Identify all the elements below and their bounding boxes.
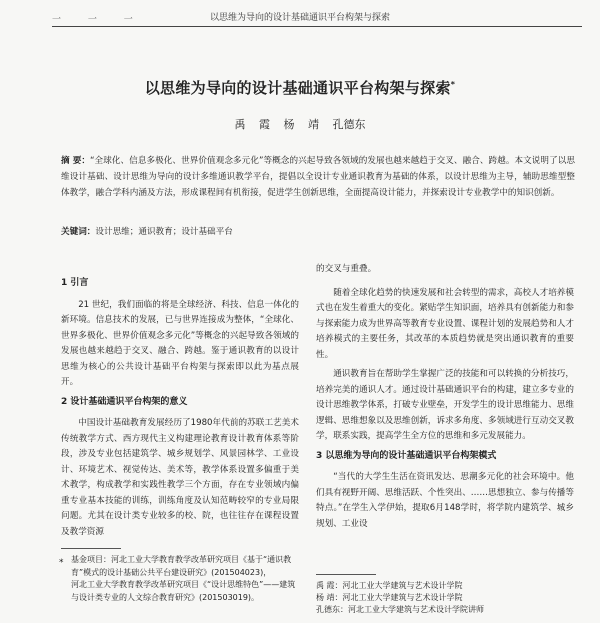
affiliation-line-3: 孔德东：河北工业大学建筑与艺术设计学院讲师	[316, 605, 484, 614]
funding-footnote	[61, 554, 299, 604]
section-1-paragraph: 21 世纪，我们面临的将是全球经济、科技、信息一体化的新环境。信息技术的发展，已与世界连接成为整体，“全球化、世界多极化、世界价值观念多元化”等概念的兴起导致各领域的发展也越来越趋于交叉、融合、跨越。鉴于通识教育的以设计思维为核心的公共设计基础平台构架与探索即以此为基点展开。	[61, 299, 299, 387]
affiliation-line-1: 禹 霞：河北工业大学建筑与艺术设计学院	[316, 581, 463, 590]
footnote-rule	[61, 548, 121, 549]
section-2-paragraph-2: 随着全球化趋势的快速发展和社会转型的需求，高校人才培养模式也在发生着重大的变化。紧贴学生知识面，培养具有创新能力和参与探索能力成为世界高等教育专业设置、课程计划的发展趋势和人才培养模式的主要任务，其改革的本质趋势就是突出通识教育的重要性。	[316, 287, 574, 360]
section-heading-3: 3 以思维为导向的设计基础通识平台构架模式	[316, 450, 497, 461]
affiliation-line-2: 杨 靖：河北工业大学建筑与艺术设计学院	[316, 593, 463, 602]
keywords-label: 关键词：	[61, 227, 96, 237]
continued-text: 的交叉与重叠。	[316, 264, 377, 274]
section-3-paragraph: “当代的大学生生活在资讯发达、思潮多元化的社会环境中。他们具有视野开阔、思维活跃、个性突出、……思想独立、参与传播等特点。”在学生入学伊始，提取6月148学时，将学院内建筑学、城乡规划、工业设	[316, 472, 574, 529]
header-rule	[52, 26, 582, 27]
affiliation-rule	[316, 574, 376, 575]
keywords-text: 设计思维；通识教育；设计基础平台	[95, 227, 233, 237]
author-affiliations	[316, 580, 574, 616]
section-2-paragraph-3: 通识教育旨在帮助学生掌握广泛的技能和可以转换的分析技巧，培养完美的通识人才。通过设计基础通识平台的构建，建立多专业的设计思维教学体系，打破专业壁垒，开发学生的设计思维能力、思维逻辑、思维想象以及思维创新，诉求多角度、多领域进行互动交叉教学，联系实践，提高学生全方位的思维和多元发展能力。	[316, 369, 574, 441]
paper-title-text: 以思维为导向的设计基础通识平台构架与探索	[144, 79, 451, 97]
footnote-line-2: 河北工业大学教育教学改革研究项目《“设计思维特色”——建筑与设计类专业的人文综合教育研究》(201503019)。	[71, 580, 296, 602]
abstract-label: 摘 要：	[61, 156, 91, 166]
running-header	[0, 10, 600, 24]
header-left-marks: 一 一 一	[52, 15, 145, 25]
running-header-title: 以思维为导向的设计基础通识平台构架与探索	[210, 13, 391, 23]
footnote-star: *	[59, 558, 64, 568]
right-column	[316, 262, 574, 536]
keywords	[61, 225, 575, 237]
footnote-line-1: 基金项目：河北工业大学教育教学改革研究项目《基于“通识教育”模式的设计基础公共平台建设研究》(201504023)，	[71, 555, 292, 577]
abstract-text: “全球化、信息多极化、世界价值观念多元化”等概念的兴起导致各领域的发展也越来越趋于交叉、融合、跨越。本文说明了以思维设计基础、设计思维为导向的设计多维通识教学平台，提倡以全设计专业通识教育为基础的体系，以设计思维为主导，辅助思维型整体教学，融合学科内涵及方法，形成课程间有机衔接，促进学生创新思维，全面提高设计能力，并探索设计专业教学中的知识创新。	[61, 156, 575, 199]
section-heading-2: 2 设计基础通识平台构架的意义	[61, 396, 188, 407]
abstract	[61, 153, 575, 202]
section-heading-1: 1 引言	[61, 278, 89, 288]
section-2-paragraph: 中国设计基础教育发展经历了1980年代前的苏联工艺美术传统教学方式、西方现代主义构建理论教育设计教育体系等阶段，涉及专业包括建筑学、城乡规划学、风景园林学、工业设计、环境艺术、视觉传达、美术等，教学体系设置多偏重于美术教学，构成教学和实践性教学三个方面，存在专业领域内偏重专业基本技能的训练，训练角度及认知范畴较窄的专业局限问题。尤其在设计类专业较多的校、院，也往往存在课程设置及教学资源	[61, 418, 299, 537]
left-column	[61, 272, 299, 544]
authors: 禹 霞 杨 靖 孔德东	[234, 118, 366, 131]
title-footnote-mark: *	[450, 80, 456, 89]
paper-title	[0, 77, 600, 98]
